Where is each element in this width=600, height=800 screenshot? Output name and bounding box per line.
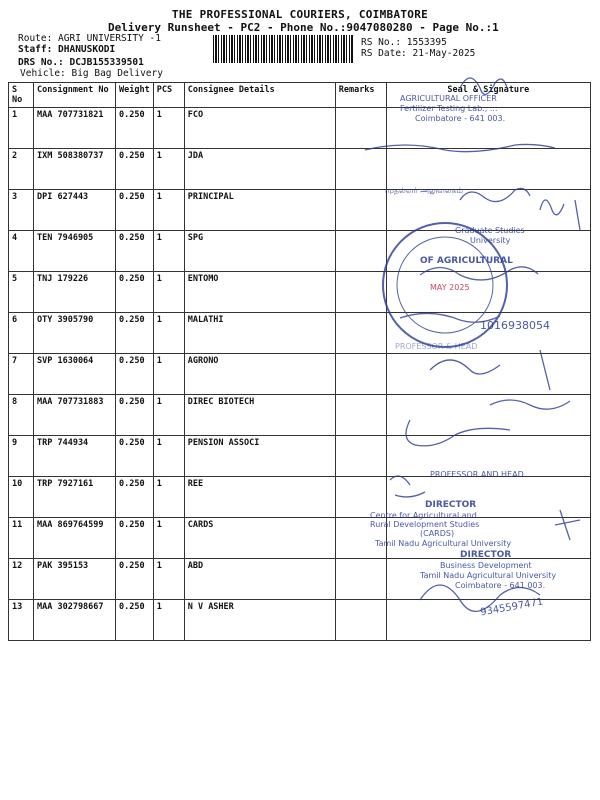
- cell-sno: 4: [9, 231, 34, 272]
- cell-weight: 0.250: [116, 272, 154, 313]
- stamp-row1-line3: Coimbatore - 641 003.: [415, 114, 506, 123]
- cell-seal: [386, 518, 590, 559]
- cell-sno: 1: [9, 108, 34, 149]
- cell-pcs: 1: [153, 313, 184, 354]
- handwritten-row6-number: 1016938054: [480, 319, 550, 332]
- stamp-row12-line2: Business Development: [440, 561, 532, 570]
- table-row: [9, 313, 591, 354]
- barcode: [213, 35, 353, 63]
- cell-consignment: MAA 869764599: [34, 518, 116, 559]
- cell-seal: [386, 149, 590, 190]
- cell-consignee: MALATHI: [184, 313, 335, 354]
- stamp-row11-title: DIRECTOR: [425, 500, 477, 510]
- cell-sno: 12: [9, 559, 34, 600]
- col-seal: Seal & Signature: [386, 83, 590, 108]
- cell-sno: 10: [9, 477, 34, 518]
- table-header-row: [9, 83, 591, 108]
- stamp-row11-line3: Rural Development Studies: [370, 520, 480, 529]
- cell-sno: 13: [9, 600, 34, 641]
- table-row: [9, 108, 591, 149]
- stamp-row12-line4: Coimbatore - 641 003.: [455, 581, 546, 590]
- cell-pcs: 1: [153, 600, 184, 641]
- cell-consignment: PAK 395153: [34, 559, 116, 600]
- table-row: [9, 477, 591, 518]
- cell-sno: 3: [9, 190, 34, 231]
- cell-sno: 5: [9, 272, 34, 313]
- cell-consignee: PRINCIPAL: [184, 190, 335, 231]
- cell-pcs: 1: [153, 559, 184, 600]
- stamp-row10-title: PROFESSOR AND HEAD: [430, 470, 524, 479]
- company-name: THE PROFESSIONAL COURIERS, COIMBATORE: [171, 8, 429, 21]
- cell-weight: 0.250: [116, 436, 154, 477]
- cell-consignee: ENTOMO: [184, 272, 335, 313]
- cell-pcs: 1: [153, 518, 184, 559]
- cell-weight: 0.250: [116, 231, 154, 272]
- cell-seal: [386, 395, 590, 436]
- stamp-row1-title: AGRICULTURAL OFFICER: [400, 94, 497, 103]
- cell-sno: 11: [9, 518, 34, 559]
- staff: Staff: DHANUSKODI: [18, 44, 116, 55]
- cell-consignment: TRP 744934: [34, 436, 116, 477]
- stamp-row4-line2: University: [470, 236, 511, 245]
- table-row: [9, 190, 591, 231]
- stamp-row1-line2: Fertilizer Testing Lab., ...: [400, 104, 498, 113]
- cell-remarks: [335, 313, 386, 354]
- stamp-row3-tamil: முதல்வர் அலுவலகம்: [385, 186, 464, 195]
- cell-weight: 0.250: [116, 518, 154, 559]
- cell-seal: [386, 190, 590, 231]
- cell-remarks: [335, 354, 386, 395]
- cell-remarks: [335, 149, 386, 190]
- cell-consignee: ABD: [184, 559, 335, 600]
- cell-consignee: SPG: [184, 231, 335, 272]
- stamp-row12-line3: Tamil Nadu Agricultural University: [420, 571, 557, 580]
- drs-number: DRS No.: DCJB155339501: [18, 57, 144, 68]
- table-row: [9, 149, 591, 190]
- cell-pcs: 1: [153, 395, 184, 436]
- cell-pcs: 1: [153, 149, 184, 190]
- cell-consignment: SVP 1630064: [34, 354, 116, 395]
- col-sno: S No: [9, 83, 34, 108]
- cell-remarks: [335, 559, 386, 600]
- col-consignment: Consignment No: [34, 83, 116, 108]
- col-pcs: PCS: [153, 83, 184, 108]
- cell-sno: 9: [9, 436, 34, 477]
- table-row: [9, 436, 591, 477]
- cell-consignment: MAA 707731883: [34, 395, 116, 436]
- table-row: [9, 559, 591, 600]
- cell-pcs: 1: [153, 231, 184, 272]
- stamp-row11-line2: Centre for Agricultural and: [370, 511, 477, 520]
- cell-consignee: PENSION ASSOCI: [184, 436, 335, 477]
- rs-date: RS Date: 21-May-2025: [361, 48, 476, 59]
- cell-pcs: 1: [153, 354, 184, 395]
- vehicle: Vehicle: Big Bag Delivery: [20, 68, 163, 79]
- table-row: [9, 354, 591, 395]
- rs-number: RS No.: 1553395: [361, 37, 447, 48]
- cell-pcs: 1: [153, 436, 184, 477]
- cell-seal: [386, 108, 590, 149]
- cell-consignee: REE: [184, 477, 335, 518]
- cell-remarks: [335, 518, 386, 559]
- cell-seal: [386, 436, 590, 477]
- col-weight: Weight: [116, 83, 154, 108]
- cell-consignment: TEN 7946905: [34, 231, 116, 272]
- cell-remarks: [335, 190, 386, 231]
- cell-seal: [386, 313, 590, 354]
- cell-remarks: [335, 108, 386, 149]
- cell-consignment: TRP 7927161: [34, 477, 116, 518]
- cell-weight: 0.250: [116, 108, 154, 149]
- cell-weight: 0.250: [116, 395, 154, 436]
- cell-weight: 0.250: [116, 149, 154, 190]
- cell-remarks: [335, 477, 386, 518]
- cell-consignment: OTY 3905790: [34, 313, 116, 354]
- cell-consignee: FCO: [184, 108, 335, 149]
- cell-remarks: [335, 436, 386, 477]
- cell-seal: [386, 559, 590, 600]
- cell-seal: [386, 272, 590, 313]
- stamp-row5-date: MAY 2025: [430, 283, 470, 292]
- table-row: [9, 231, 591, 272]
- cell-remarks: [335, 231, 386, 272]
- cell-consignment: DPI 627443: [34, 190, 116, 231]
- cell-consignee: DIREC BIOTECH: [184, 395, 335, 436]
- cell-remarks: [335, 600, 386, 641]
- cell-weight: 0.250: [116, 559, 154, 600]
- runsheet-title: Delivery Runsheet - PC2 - Phone No.:9047080280 - Page No.:1: [108, 21, 499, 34]
- cell-pcs: 1: [153, 108, 184, 149]
- cell-sno: 2: [9, 149, 34, 190]
- cell-pcs: 1: [153, 272, 184, 313]
- cell-pcs: 1: [153, 477, 184, 518]
- cell-sno: 6: [9, 313, 34, 354]
- cell-sno: 8: [9, 395, 34, 436]
- stamp-row4-line1: Graduate Studies: [455, 226, 525, 235]
- cell-weight: 0.250: [116, 354, 154, 395]
- table-row: [9, 272, 591, 313]
- stamp-row5-seal: OF AGRICULTURAL: [420, 256, 513, 266]
- col-consignee: Consignee Details: [184, 83, 335, 108]
- cell-weight: 0.250: [116, 190, 154, 231]
- cell-consignee: N V ASHER: [184, 600, 335, 641]
- cell-remarks: [335, 395, 386, 436]
- cell-consignment: TNJ 179226: [34, 272, 116, 313]
- stamp-row7-title: PROFESSOR & HEAD: [395, 342, 478, 351]
- col-remarks: Remarks: [335, 83, 386, 108]
- cell-consignee: JDA: [184, 149, 335, 190]
- stamp-row11-line5: Tamil Nadu Agricultural University: [375, 539, 512, 548]
- table-row: [9, 395, 591, 436]
- table-row: [9, 518, 591, 559]
- table-row: [9, 600, 591, 641]
- cell-weight: 0.250: [116, 313, 154, 354]
- runsheet-table: [8, 82, 591, 641]
- route: Route: AGRI UNIVERSITY -1: [18, 33, 161, 44]
- cell-sno: 7: [9, 354, 34, 395]
- cell-consignment: MAA 302798667: [34, 600, 116, 641]
- cell-seal: [386, 477, 590, 518]
- stamp-row11-line4: (CARDS): [420, 529, 455, 538]
- cell-consignee: CARDS: [184, 518, 335, 559]
- cell-weight: 0.250: [116, 477, 154, 518]
- cell-remarks: [335, 272, 386, 313]
- stamp-row12-title: DIRECTOR: [460, 550, 512, 560]
- cell-seal: [386, 231, 590, 272]
- handwritten-row13-number: 9345597471: [479, 596, 545, 619]
- cell-consignment: IXM 508380737: [34, 149, 116, 190]
- cell-seal: [386, 600, 590, 641]
- cell-weight: 0.250: [116, 600, 154, 641]
- cell-seal: [386, 354, 590, 395]
- cell-consignment: MAA 707731821: [34, 108, 116, 149]
- cell-pcs: 1: [153, 190, 184, 231]
- cell-consignee: AGRONO: [184, 354, 335, 395]
